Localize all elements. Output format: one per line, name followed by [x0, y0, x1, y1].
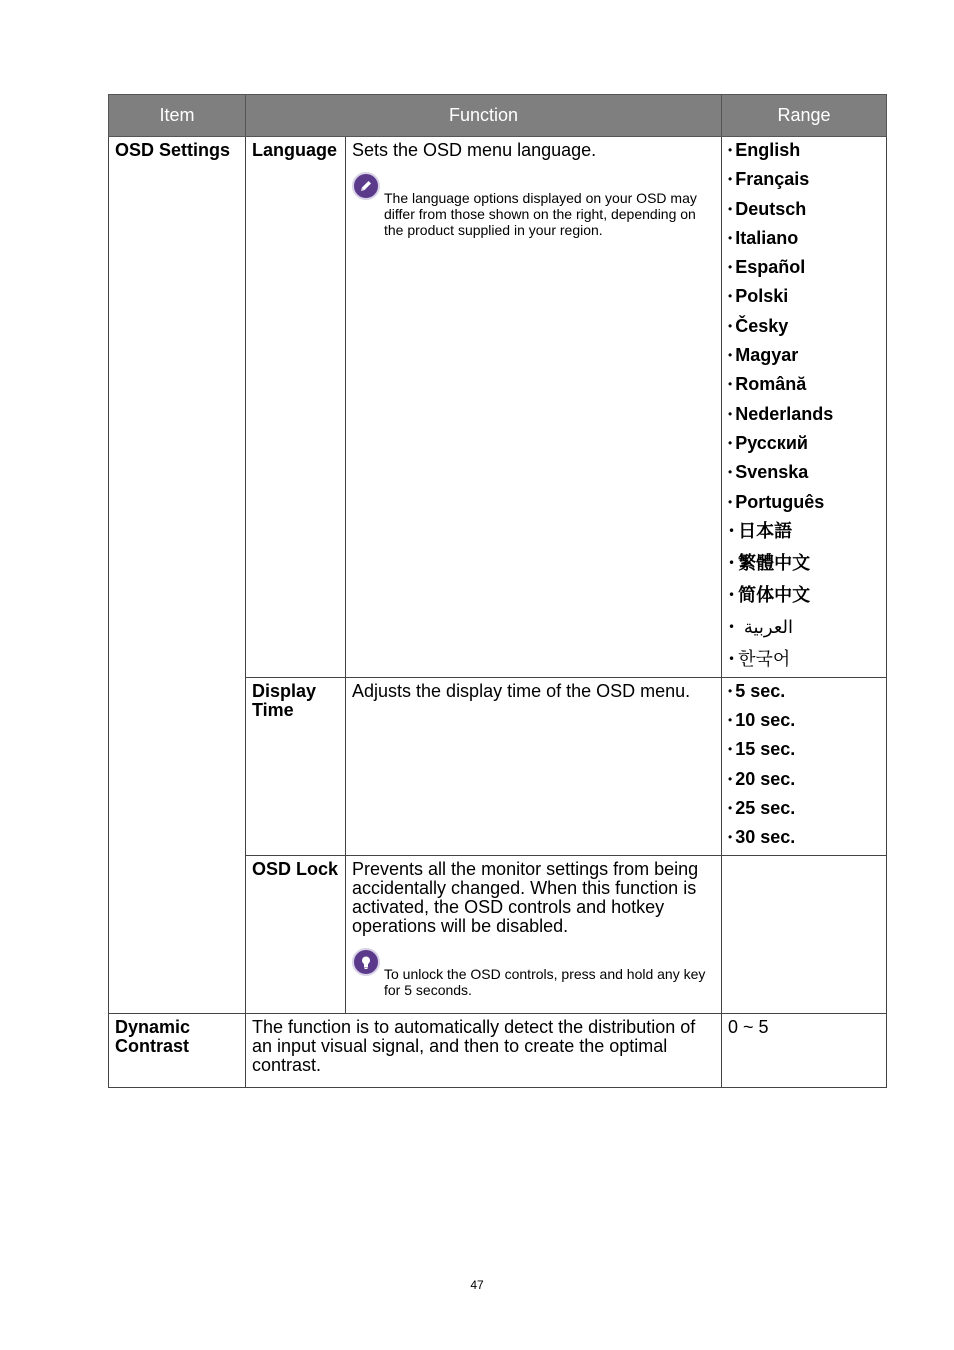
display-time-option: • 10 sec.	[728, 710, 796, 731]
lightbulb-icon	[352, 948, 380, 976]
header-range: Range	[722, 95, 887, 137]
display-time-option: • 5 sec.	[728, 680, 786, 701]
sub-item-display-time: Display Time	[246, 677, 346, 855]
osd-settings-table	[108, 94, 887, 1088]
display-time-options-list	[728, 682, 880, 849]
language-function-cell	[346, 137, 722, 678]
header-item: Item	[109, 95, 246, 137]
display-time-option: • 20 sec.	[728, 768, 796, 789]
language-option: • Česky	[728, 315, 789, 336]
language-option: • Deutsch	[728, 198, 807, 219]
language-option: • Nederlands	[728, 403, 834, 424]
language-option: • Français	[728, 169, 810, 190]
language-option: • Magyar	[728, 345, 799, 366]
page-number: 47	[470, 1278, 484, 1292]
pencil-icon	[352, 172, 380, 200]
osd-lock-note	[352, 950, 715, 998]
language-option: • Italiano	[728, 227, 799, 248]
sub-item-osd-lock: OSD Lock	[246, 856, 346, 1014]
language-option: • 简体中文	[728, 584, 811, 606]
display-time-description: Adjusts the display time of the OSD menu.	[346, 677, 722, 855]
dynamic-contrast-description: The function is to automatically detect the distribution of an input visual signal, and then to create the optimal contrast.	[246, 1014, 722, 1088]
table-row	[109, 1014, 887, 1088]
language-options-list	[728, 141, 880, 671]
osd-lock-range-cell	[722, 856, 887, 1014]
language-option: • Svenska	[728, 462, 809, 483]
language-option: • 日本語	[728, 520, 793, 542]
dynamic-contrast-range: 0 ~ 5	[722, 1014, 887, 1088]
language-option: • Português	[728, 491, 825, 512]
language-description: Sets the OSD menu language.	[352, 140, 597, 160]
language-option: • 한국어	[728, 648, 791, 670]
language-option: • Русский	[728, 432, 808, 453]
language-note	[352, 174, 715, 238]
display-time-option: • 15 sec.	[728, 739, 796, 760]
header-function: Function	[246, 95, 722, 137]
language-option: • 繁體中文	[728, 552, 811, 574]
display-time-option: • 30 sec.	[728, 827, 796, 848]
item-dynamic-contrast: Dynamic Contrast	[109, 1014, 246, 1088]
language-option: • العربية	[728, 616, 794, 638]
table-row	[109, 137, 887, 678]
language-note-text: The language options displayed on your OSD may differ from those shown on the right, depending on the product supplied in your region.	[384, 190, 697, 238]
language-option: • Español	[728, 257, 806, 278]
osd-lock-description: Prevents all the monitor settings from being accidentally changed. When this function is activated, the OSD controls and hotkey operations will be disabled.	[352, 859, 699, 937]
display-time-range-cell	[722, 677, 887, 855]
osd-lock-note-text: To unlock the OSD controls, press and hold any key for 5 seconds.	[384, 966, 706, 999]
language-range-cell	[722, 137, 887, 678]
display-time-option: • 25 sec.	[728, 798, 796, 819]
sub-item-language: Language	[246, 137, 346, 678]
language-option: • Română	[728, 374, 807, 395]
table-header-row	[109, 95, 887, 137]
item-osd-settings: OSD Settings	[109, 137, 246, 1014]
language-option: • English	[728, 140, 801, 160]
osd-lock-function-cell	[346, 856, 722, 1014]
language-option: • Polski	[728, 286, 789, 307]
